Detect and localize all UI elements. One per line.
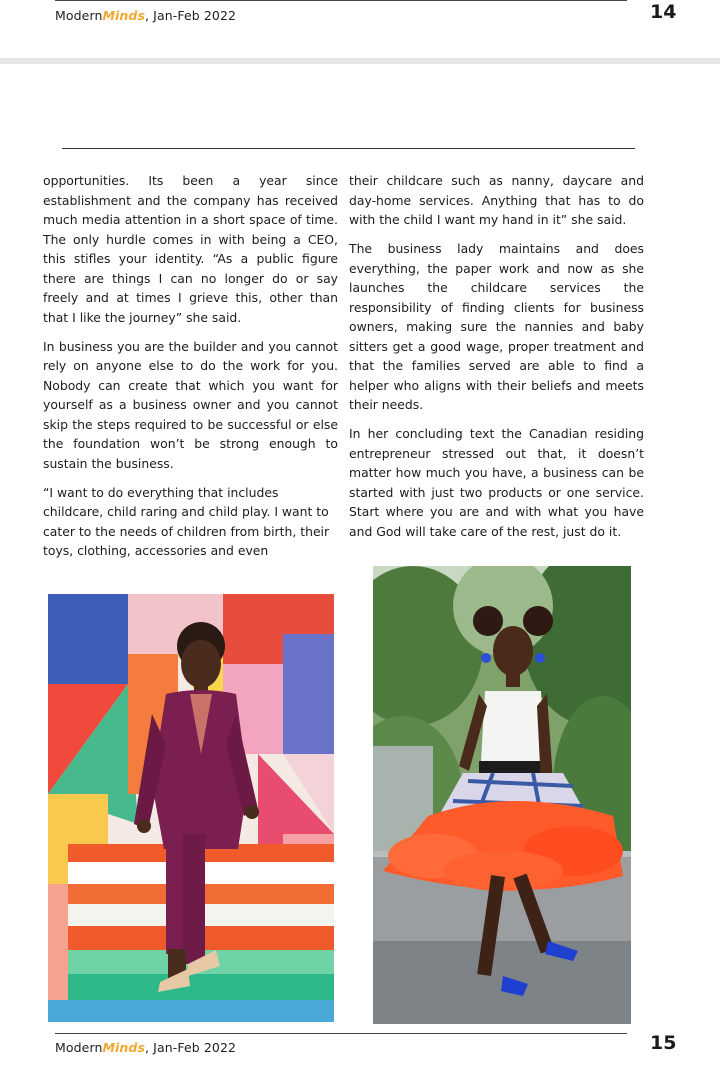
paragraph: their childcare such as nanny, daycare and day-home services. Anything that has to do with the child I want my hand in it” she said. [349, 173, 644, 227]
brand-accent: Minds [102, 8, 146, 23]
footer-brand [55, 1040, 236, 1055]
photo-purple-suit [48, 594, 334, 1022]
header-rule [62, 148, 635, 149]
footer-rule [55, 0, 627, 1]
paragraph: In business you are the builder and you cannot rely on anyone else to do the work for you. Nobody can create that which you want for yourself as a business owner and you cannot skip the steps required to be successful or else the foundation won’t be strong enough to sustain the business. [43, 338, 338, 471]
page-number: 15 [650, 1032, 677, 1054]
paragraph: “I want to do everything that includes childcare, child raring and child play. I want to cater to the needs of children from birth, their toys, clothing, accessories and even [43, 484, 330, 558]
article-column-right [349, 171, 644, 551]
paragraph: In her concluding text the Canadian residing entrepreneur stressed out that, it doesn’t matter how much you have, a business can be started with just two products or one service. Start where you are and with what you have and God will take care of the rest, just do it. [349, 426, 644, 539]
brand-prefix: Modern [55, 1040, 103, 1055]
page-number: 14 [650, 1, 677, 23]
issue-date: , Jan-Feb 2022 [145, 8, 237, 23]
photo-red-skirt [373, 566, 631, 1024]
previous-page-footer [0, 0, 720, 58]
paragraph: opportunities. Its been a year since establishment and the company has received much media attention in a short space of time. The only hurdle comes in with being a CEO, this stifles your identity. “As a public figure there are things I can no longer do or say freely and at times I grieve this, other than that I like the journey” she said. [43, 173, 338, 325]
footer-brand [55, 8, 236, 23]
paragraph: The business lady maintains and does everything, the paper work and now as she launches the childcare services the responsibility of finding clients for business owners, making sure the nannies and baby sitters get a good wage, proper treatment and that the families served are able to find a helper who aligns with their beliefs and meets their needs. [349, 241, 644, 412]
issue-date: , Jan-Feb 2022 [145, 1040, 237, 1055]
brand-prefix: Modern [55, 8, 103, 23]
article-column-left [43, 171, 338, 570]
page-separator [0, 58, 720, 64]
brand-accent: Minds [102, 1040, 146, 1055]
footer-rule [55, 1033, 627, 1034]
